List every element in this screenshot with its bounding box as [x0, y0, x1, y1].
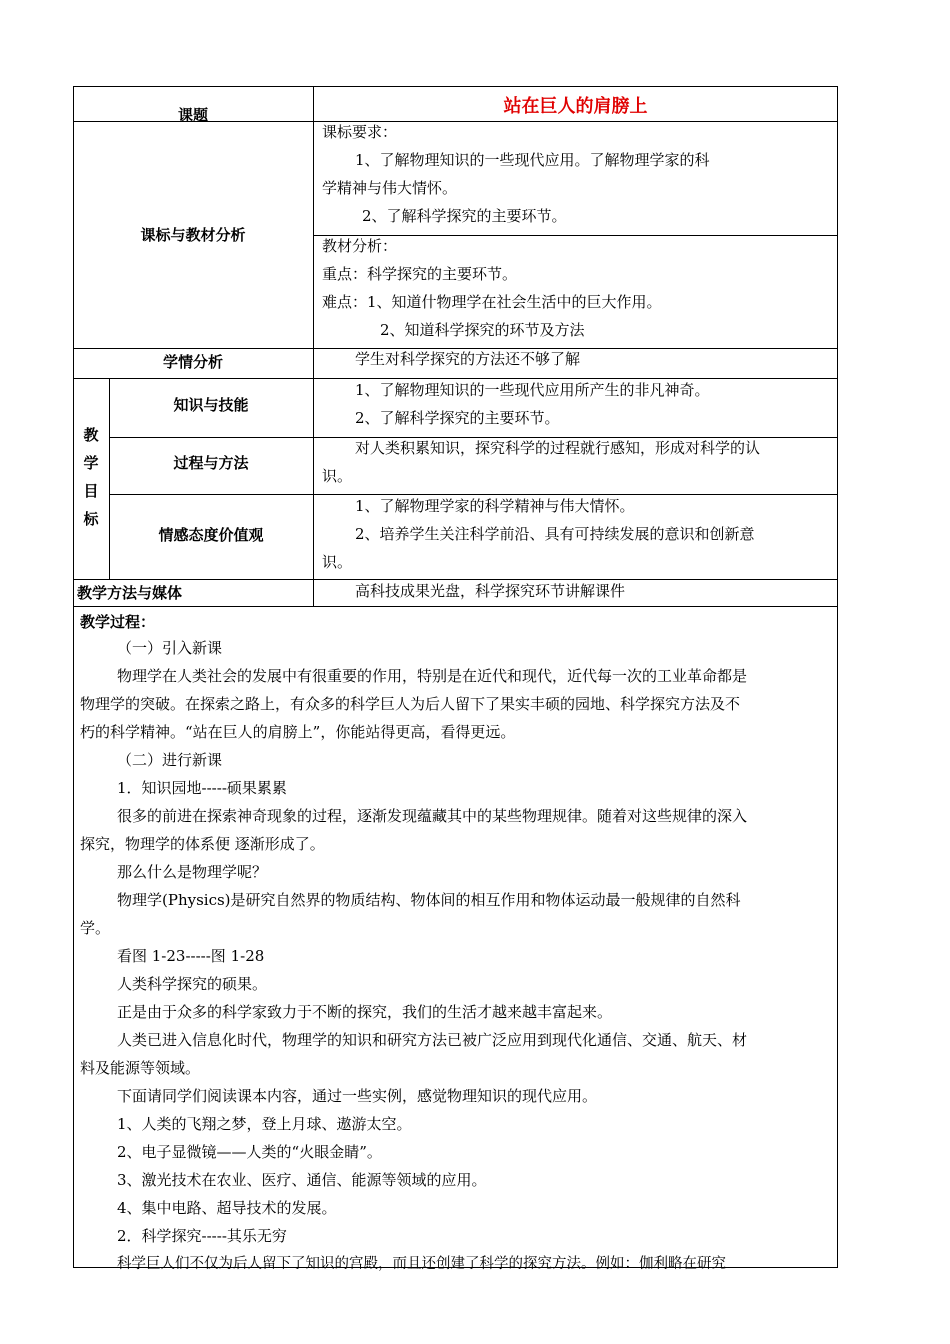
- standard-req-line: 学精神与伟大情怀。: [322, 179, 458, 197]
- standard-req-heading: 课标要求：: [322, 123, 398, 141]
- material-difficulty: 2、知道科学探究的环节及方法: [380, 321, 585, 339]
- goals-label-char: 标: [83, 510, 99, 528]
- process-paragraph-line: 看图 1-23-----图 1-28: [117, 947, 265, 965]
- process-list-item: 2、电子显微镜——人类的“火眼金睛”。: [117, 1143, 382, 1161]
- emotion-values-line: 1、了解物理学家的科学精神与伟大情怀。: [355, 497, 635, 515]
- process-paragraph-line: 下面请同学们阅读课本内容，通过一些实例，感觉物理知识的现代应用。: [117, 1087, 598, 1105]
- process-subheading: 1．知识园地-----硕果累累: [117, 779, 287, 797]
- row-divider: [73, 606, 838, 607]
- process-method-line: 对人类积累知识，探究科学的过程就行感知，形成对科学的认: [355, 439, 761, 457]
- process-section-heading: （二）进行新课: [117, 751, 223, 769]
- goals-label-char: 学: [83, 454, 99, 472]
- process-paragraph-line: 物理学的突破。在探索之路上，有众多的科学巨人为后人留下了果实丰硕的园地、科学探究方法及不: [80, 695, 741, 713]
- process-paragraph-line: 人类科学探究的硕果。: [117, 975, 268, 993]
- column-divider: [313, 86, 314, 606]
- knowledge-line: 1、了解物理知识的一些现代应用所产生的非凡神奇。: [355, 381, 710, 399]
- teaching-method-label: 教学方法与媒体: [77, 584, 183, 602]
- knowledge-label: 知识与技能: [173, 396, 249, 414]
- process-paragraph-line: 那么什么是物理学呢？: [117, 863, 268, 881]
- process-paragraph-line: 物理学(Physics)是研究自然界的物质结构、物体间的相互作用和物体运动最一般规律的自然科: [117, 891, 741, 909]
- emotion-values-line: 2、培养学生关注科学前沿、具有可持续发展的意识和创新意: [355, 525, 755, 543]
- process-paragraph-line: 朽的科学精神。“站在巨人的肩膀上”，你能站得更高，看得更远。: [80, 723, 516, 741]
- emotion-values-line: 识。: [322, 553, 353, 571]
- process-section-heading: （一）引入新课: [117, 639, 223, 657]
- material-difficulty: 难点：1、知道什物理学在社会生活中的巨大作用。: [322, 293, 662, 311]
- student-analysis-text: 学生对科学探究的方法还不够了解: [355, 350, 581, 368]
- goals-label-char: 教: [83, 426, 99, 444]
- process-list-item: 1、人类的飞翔之梦，登上月球、遨游太空。: [117, 1115, 412, 1133]
- goals-label-char: 目: [83, 482, 99, 500]
- process-method-label: 过程与方法: [173, 454, 249, 472]
- process-paragraph-line: 料及能源等领域。: [80, 1059, 201, 1077]
- knowledge-line: 2、了解科学探究的主要环节。: [355, 409, 560, 427]
- emotion-values-label: 情感态度价值观: [158, 526, 264, 544]
- process-paragraph-line: 探究，物理学的体系便 逐渐形成了。: [80, 835, 325, 853]
- process-paragraph-line: 学。: [80, 919, 111, 937]
- standard-req-line: 1、了解物理知识的一些现代应用。了解物理学家的科: [355, 151, 710, 169]
- teaching-process-heading: 教学过程：: [80, 613, 156, 631]
- process-method-line: 识。: [322, 467, 353, 485]
- analysis-label: 课标与教材分析: [140, 226, 246, 244]
- student-analysis-label: 学情分析: [162, 353, 223, 371]
- process-paragraph-line: 物理学在人类社会的发展中有很重要的作用，特别是在近代和现代，近代每一次的工业革命都是: [117, 667, 748, 685]
- process-paragraph-line: 正是由于众多的科学家致力于不断的探究，我们的生活才越来越丰富起来。: [117, 1003, 613, 1021]
- process-subheading: 2．科学探究-----其乐无穷: [117, 1227, 287, 1245]
- process-paragraph-line: 很多的前进在探索神奇现象的过程，逐渐发现蕴藏其中的某些物理规律。随着对这些规律的深入: [117, 807, 748, 825]
- material-key-point: 重点：科学探究的主要环节。: [322, 265, 518, 283]
- process-list-item: 3、激光技术在农业、医疗、通信、能源等领域的应用。: [117, 1171, 487, 1189]
- lesson-title: 站在巨人的肩膀上: [503, 96, 648, 117]
- topic-label: 课题: [177, 106, 208, 124]
- process-paragraph-line: 科学巨人们不仅为后人留下了知识的宫殿，而且还创建了科学的探究方法。例如：伽利略在研究: [117, 1256, 726, 1272]
- process-list-item: 4、集中电路、超导技术的发展。: [117, 1199, 337, 1217]
- material-analysis-heading: 教材分析：: [322, 237, 398, 255]
- teaching-method-text: 高科技成果光盘，科学探究环节讲解课件: [355, 582, 626, 600]
- standard-req-line: 2、了解科学探究的主要环节。: [362, 207, 567, 225]
- process-paragraph-line: 人类已进入信息化时代，物理学的知识和研究方法已被广泛应用到现代化通信、交通、航天、材: [117, 1031, 748, 1049]
